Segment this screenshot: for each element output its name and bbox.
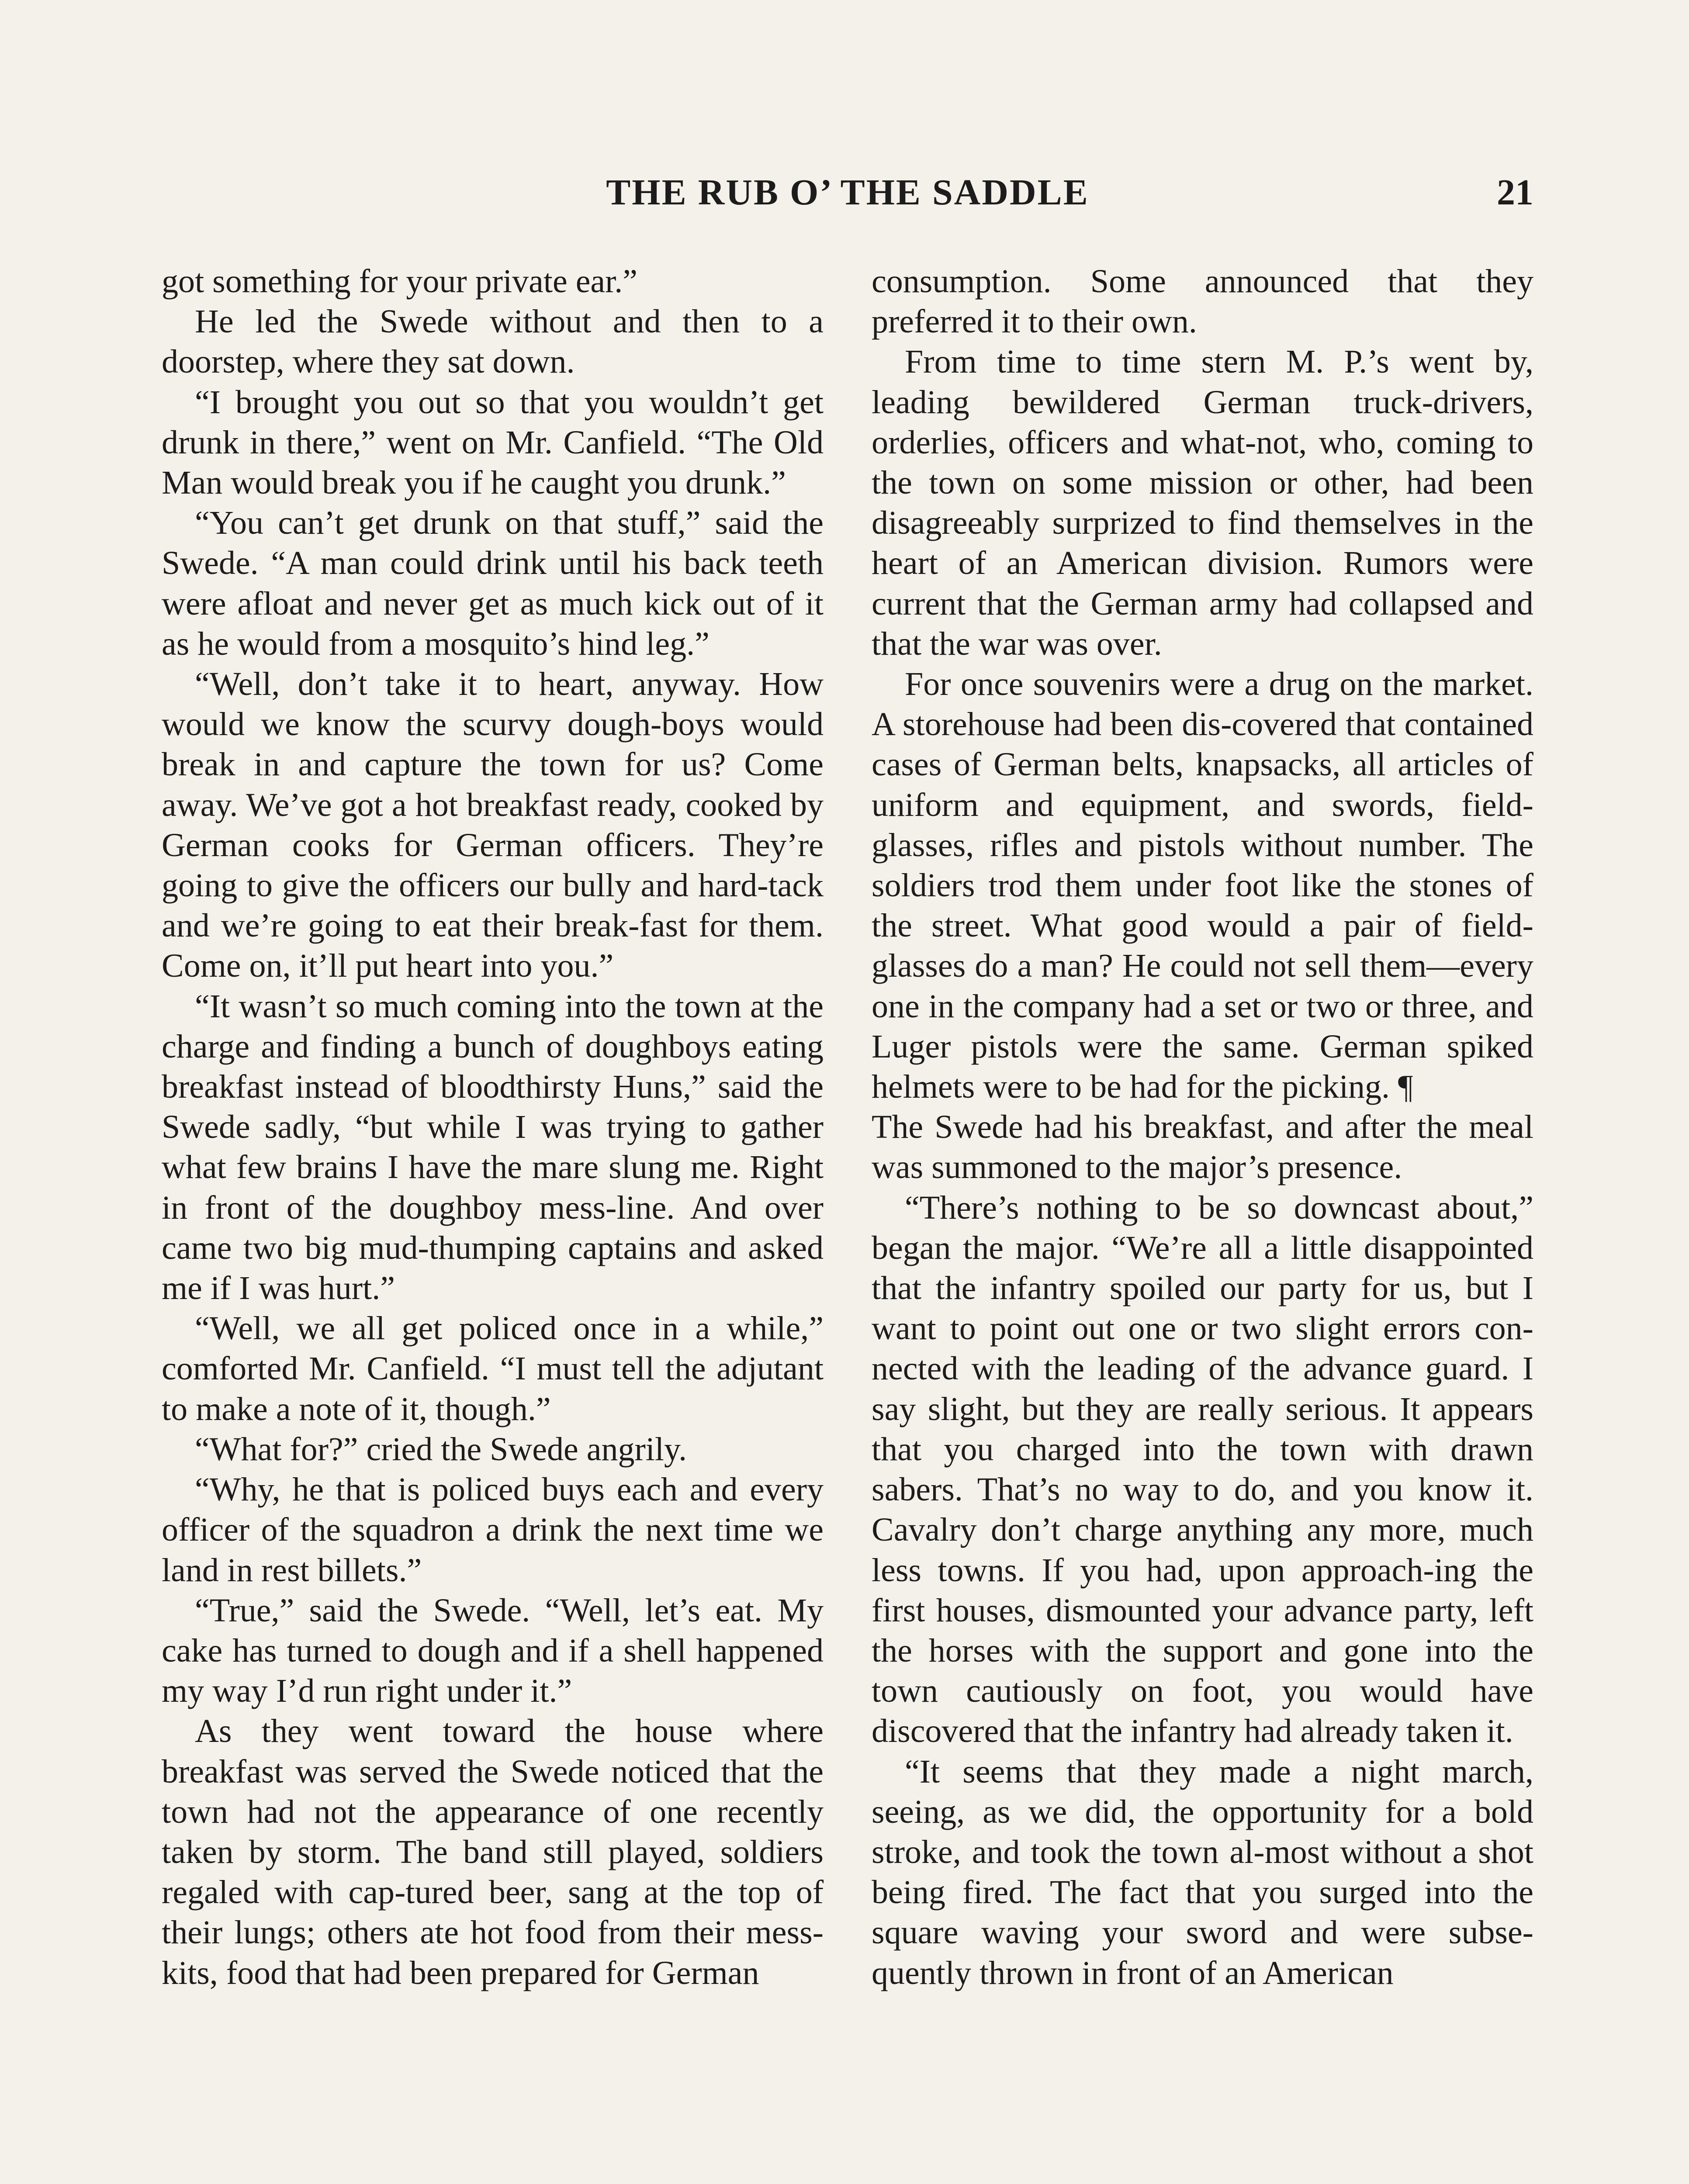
paragraph: “Why, he that is policed buys each and every officer of the squadron a drink the next time we land in rest billets.” [162, 1471, 824, 1589]
paragraph: “Well, don’t take it to heart, anyway. How would we know the scurvy dough-boys would break in and capture the town for us? Come away. We’ve got a hot breakfast ready, cooked by German cooks for German officers. They’re going to give the officers our bully and hard-tack and we’re going to eat their break-fast for them. Come on, it’ll put heart into you.” [162, 666, 824, 985]
paragraph: “It wasn’t so much coming into the town at the charge and finding a bunch of doughboys eating breakfast instead of bloodthirsty Huns,” said the Swede sadly, “but while I was trying to gather what few brains I have the mare slung me. Right in front of the doughboy mess-line. And over came two big mud-thumping captains and asked me if I was hurt.” [162, 988, 824, 1307]
paragraph: The Swede had his breakfast, and after the meal was summoned to the major’s presence. [872, 1109, 1533, 1186]
paragraph: He led the Swede without and then to a doorstep, where they sat down. [162, 303, 824, 380]
paragraph: As they went toward the house where breakfast was served the Swede noticed that the town had not the appearance of one recently taken by storm. The band still played, soldiers regaled with cap-tured beer, sang at the top of their lungs; others ate hot food from their mess-kits, food that had been prepared for German [162, 1713, 824, 1991]
paragraph: For once souvenirs were a drug on the market. A storehouse had been dis-covered that contained cases of German belts, knapsacks, all articles of uniform and equipment, and swords, field-glasses, rifles and pistols without number. The soldiers trod them under foot like the stones of the street. What good would a pair of field-glasses do a man? He could not sell them—every one in the company had a set or two or three, and Luger pistols were the same. German spiked helmets were to be had for the picking. ¶ [872, 666, 1533, 1106]
paragraph: “It seems that they made a night march, seeing, as we did, the opportunity for a bold stroke, and took the town al-most without a shot being fired. The fact that you surged into the square waving your sword and were subse-quently thrown in front of an American [872, 1753, 1533, 1991]
paragraph: “Well, we all get policed once in a while,” comforted Mr. Canfield. “I must tell the adjutant to make a note of it, though.” [162, 1310, 824, 1427]
paragraph: From time to time stern M. P.’s went by, leading bewildered German truck-drivers, orderlies, officers and what-not, who, coming to the town on some mission or other, had been disagreeably surprized to find themselves in the heart of an American division. Rumors were current that the German army had collapsed and that the war was over. [872, 343, 1533, 662]
running-title: THE RUB O’ THE SADDLE [606, 172, 1089, 213]
paragraph: “What for?” cried the Swede angrily. [195, 1431, 687, 1468]
page-number: 21 [1497, 172, 1533, 213]
paragraph: “I brought you out so that you wouldn’t get drunk in there,” went on Mr. Canfield. “The Old Man would break you if he caught you drunk.” [162, 384, 824, 501]
right-text-column [872, 261, 1533, 1993]
paragraph: got something for your private ear.” [162, 263, 638, 300]
left-text-column [162, 261, 824, 1993]
paragraph: consumption. Some announced that they preferred it to their own. [872, 263, 1533, 340]
paragraph: “True,” said the Swede. “Well, let’s eat. My cake has turned to dough and if a shell happened my way I’d run right under it.” [162, 1592, 824, 1710]
page-header [162, 171, 1533, 219]
paragraph: “There’s nothing to be so downcast about,” began the major. “We’re all a little disappointed that the infantry spoiled our party for us, but I want to point out one or two slight errors con-nected with the leading of the advance guard. I say slight, but they are really serious. It appears that you charged into the town with drawn sabers. That’s no way to do, and you know it. Cavalry don’t charge anything any more, much less towns. If you had, upon approach-ing the first houses, dismounted your advance party, left the horses with the support and gone into the town cautiously on foot, you would have discovered that the infantry had already taken it. [872, 1189, 1533, 1750]
paragraph: “You can’t get drunk on that stuff,” said the Swede. “A man could drink until his back teeth were afloat and never get as much kick out of it as he would from a mosquito’s hind leg.” [162, 505, 824, 662]
